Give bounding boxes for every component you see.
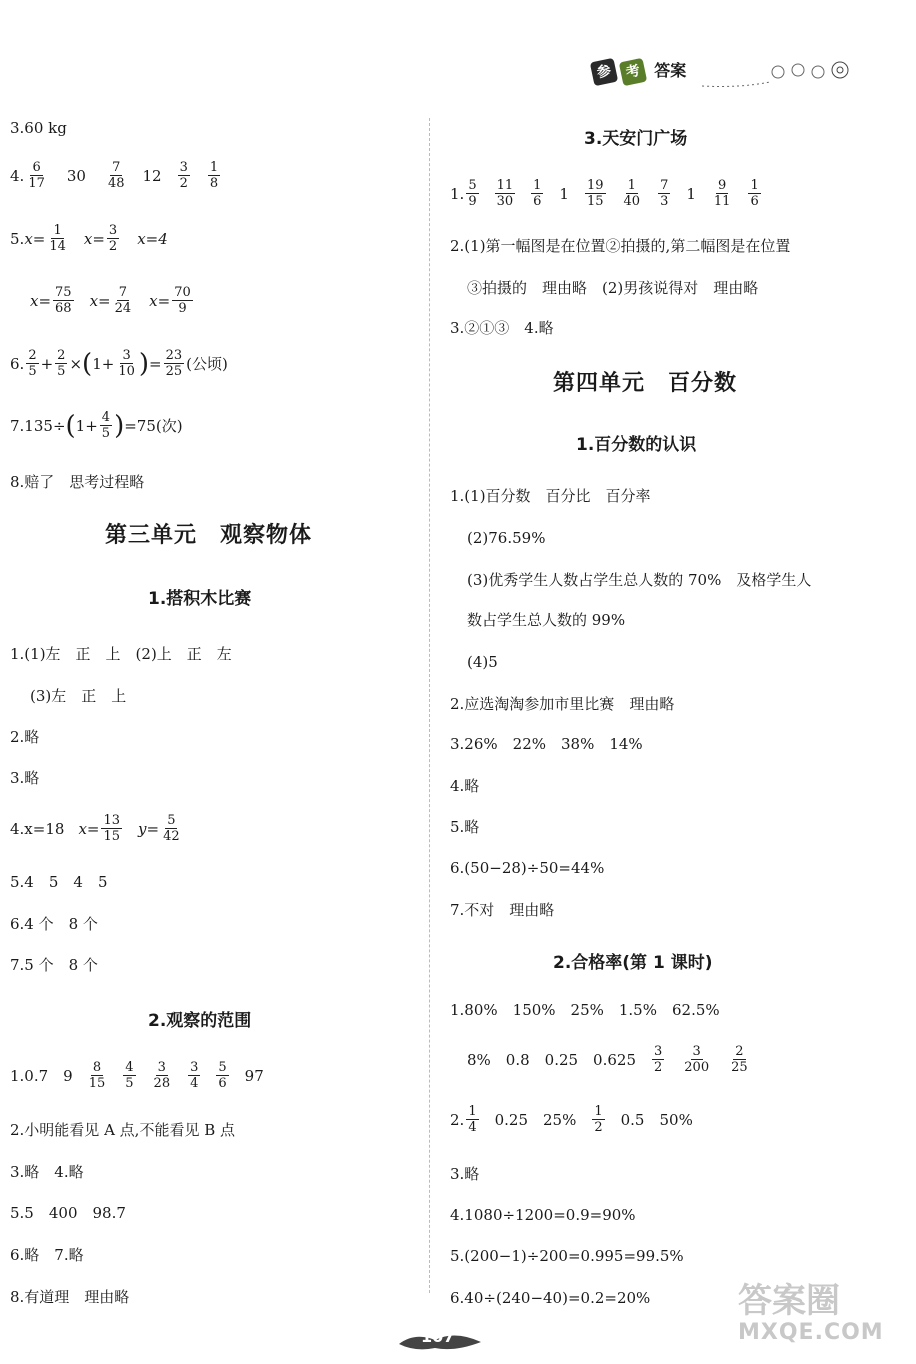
fraction: $\frac{3}{10}$: [118, 348, 135, 379]
fraction: $\frac{2}{5}$: [28, 348, 37, 379]
answer-line: 5.4 5 4 5: [10, 873, 108, 891]
answer-line: 6.(50−28)÷50=44%: [450, 859, 605, 877]
answer-line: 1.0.7 9 $\frac{8}{15}$ $\frac{4}{5}$ $\frac{3}{28}$ $\frac{3}{4}$ $\frac{5}{6}$ 97: [10, 1060, 264, 1091]
answer-line: 3.略: [450, 1165, 480, 1183]
answer-line: 7.不对 理由略: [450, 901, 555, 919]
fraction: $\frac{11}{30}$: [496, 178, 514, 209]
answer-line: 4. $\frac{6}{17}$ 30 $\frac{7}{48}$ 12 $\frac{3}{2}$ $\frac{1}{8}$: [10, 160, 219, 191]
fraction: $\frac{2}{25}$: [731, 1044, 748, 1075]
fraction: $\frac{1}{4}$: [468, 1104, 477, 1135]
fraction: $\frac{13}{15}$: [103, 813, 121, 844]
answer-line: 2.(1)第一幅图是在位置②拍摄的,第二幅图是在位置: [450, 237, 791, 255]
watermark: 答案圈 MXQE.COM: [738, 1281, 884, 1345]
answer-line: 3.60 kg: [10, 119, 67, 137]
answer-line: 1.80% 150% 25% 1.5% 62.5%: [450, 1001, 720, 1019]
section-title: 1.百分数的认识: [576, 435, 697, 455]
fraction: $\frac{23}{25}$: [165, 348, 183, 379]
answer-header: [592, 58, 686, 84]
page-number-badge: [395, 1322, 485, 1352]
answer-line: 2.应选淘淘参加市里比赛 理由略: [450, 695, 675, 713]
page-number: 107: [421, 1327, 455, 1346]
fraction: $\frac{1}{2}$: [594, 1104, 603, 1135]
fraction: $\frac{1}{6}$: [750, 178, 759, 209]
answer-line: 2. $\frac{1}{4}$ 0.25 25% $\frac{1}{2}$ 0.5 50%: [450, 1104, 693, 1135]
answer-line: 3.略: [10, 769, 40, 787]
answer-line: 5.略: [450, 818, 480, 836]
fraction: $\frac{1}{40}$: [623, 178, 641, 209]
answer-line: 3.略 4.略: [10, 1163, 84, 1181]
fraction: $\frac{3}{200}$: [684, 1044, 710, 1075]
fraction: $\frac{8}{15}$: [88, 1060, 106, 1091]
header-char-2: 考: [619, 58, 647, 86]
answer-line: 8% 0.8 0.25 0.625 $\frac{3}{2}$ $\frac{3}{200}$ $\frac{2}{25}$: [467, 1044, 748, 1075]
answer-line: 7.135÷ ( 1+ $\frac{4}{5}$ ) =75(次): [10, 410, 183, 441]
answer-line: 8.有道理 理由略: [10, 1288, 130, 1306]
fraction: $\frac{75}{68}$: [55, 285, 72, 316]
answer-line: (4)5: [467, 653, 498, 671]
fraction: $\frac{3}{2}$: [654, 1044, 663, 1075]
answer-line: 2.小明能看见 A 点,不能看见 B 点: [10, 1121, 236, 1139]
fraction: $\frac{3}{2}$: [108, 223, 118, 254]
fraction: $\frac{1}{6}$: [533, 178, 542, 209]
fraction: $\frac{3}{4}$: [190, 1060, 199, 1091]
fraction: $\frac{5}{6}$: [218, 1060, 227, 1091]
fraction: $\frac{1}{14}$: [49, 223, 66, 254]
fraction: $\frac{1}{8}$: [209, 160, 219, 191]
answer-line: (3)优秀学生人数占学生总人数的 70% 及格学生人: [467, 571, 812, 589]
answer-line: 1. $\frac{5}{9}$ $\frac{11}{30}$ $\frac{1}{6}$ 1 $\frac{19}{15}$ $\frac{1}{40}$ $\frac{7}{3}$ 1 $\frac{9}{11}$ $\frac{1}{6}$: [450, 178, 759, 209]
header-label: 答案: [654, 61, 687, 80]
header-char-1: 参: [590, 58, 618, 86]
fraction: $\frac{9}{11}$: [713, 178, 731, 209]
fraction: $\frac{4}{5}$: [125, 1060, 134, 1091]
answer-line: (3)左 正 上: [30, 687, 127, 705]
answer-line: 4.x=18 x= $\frac{13}{15}$ y= $\frac{5}{42}$: [10, 813, 180, 844]
answer-line: 6. $\frac{2}{5}$ + $\frac{2}{5}$ × ( 1+ $\frac{3}{10}$ ) = $\frac{23}{25}$ (公顷): [10, 348, 228, 379]
answer-line: 5. x= $\frac{1}{14}$ x= $\frac{3}{2}$ x=4: [10, 223, 168, 254]
answer-line: x= $\frac{75}{68}$ x= $\frac{7}{24}$ x= $\frac{70}{9}$: [30, 285, 191, 316]
answer-line: 2.略: [10, 728, 40, 746]
fraction: $\frac{70}{9}$: [174, 285, 191, 316]
answer-line: 4.略: [450, 777, 480, 795]
fraction: $\frac{7}{3}$: [660, 178, 669, 209]
answer-line: 7.5 个 8 个: [10, 956, 98, 974]
answer-line: 5.5 400 98.7: [10, 1204, 126, 1222]
answer-line: 1.(1)百分数 百分比 百分率: [450, 487, 651, 505]
answer-line: ③拍摄的 理由略 (2)男孩说得对 理由略: [467, 279, 759, 297]
section-title: 1.搭积木比赛: [148, 589, 252, 609]
section-title: 2.观察的范围: [148, 1011, 252, 1031]
fraction: $\frac{4}{5}$: [101, 410, 111, 441]
answer-line: 4.1080÷1200=0.9=90%: [450, 1206, 636, 1224]
answer-line: 5.(200−1)÷200=0.995=99.5%: [450, 1247, 684, 1265]
fraction: $\frac{7}{48}$: [107, 160, 125, 191]
answer-line: 1.(1)左 正 上 (2)上 正 左: [10, 645, 232, 663]
answer-line: 3.②①③ 4.略: [450, 319, 554, 337]
answer-line: 数占学生总人数的 99%: [467, 611, 626, 629]
column-divider: [429, 118, 431, 1293]
section-title: 3.天安门广场: [584, 129, 688, 149]
fraction: $\frac{7}{24}$: [114, 285, 132, 316]
fraction: $\frac{5}{42}$: [163, 813, 180, 844]
answer-line: (2)76.59%: [467, 529, 546, 547]
fraction: $\frac{3}{28}$: [153, 1060, 171, 1091]
answer-line: 6.略 7.略: [10, 1246, 84, 1264]
answer-line: 8.赔了 思考过程略: [10, 473, 145, 491]
item-number: 4.: [10, 166, 25, 185]
unit-title: 第四单元 百分数: [553, 371, 738, 396]
fraction: $\frac{3}{2}$: [179, 160, 188, 191]
fraction: $\frac{5}{9}$: [468, 178, 477, 209]
decorative-swirl-icon: [700, 58, 850, 88]
fraction: $\frac{2}{5}$: [57, 348, 66, 379]
section-title: 2.合格率(第 1 课时): [553, 953, 713, 973]
answer-line: 6.40÷(240−40)=0.2=20%: [450, 1289, 651, 1307]
answer-line: 6.4 个 8 个: [10, 915, 98, 933]
answer-line: 3.26% 22% 38% 14%: [450, 735, 643, 753]
fraction: $\frac{19}{15}$: [586, 178, 604, 209]
fraction: $\frac{6}{17}$: [28, 160, 45, 191]
unit-title: 第三单元 观察物体: [105, 523, 313, 548]
